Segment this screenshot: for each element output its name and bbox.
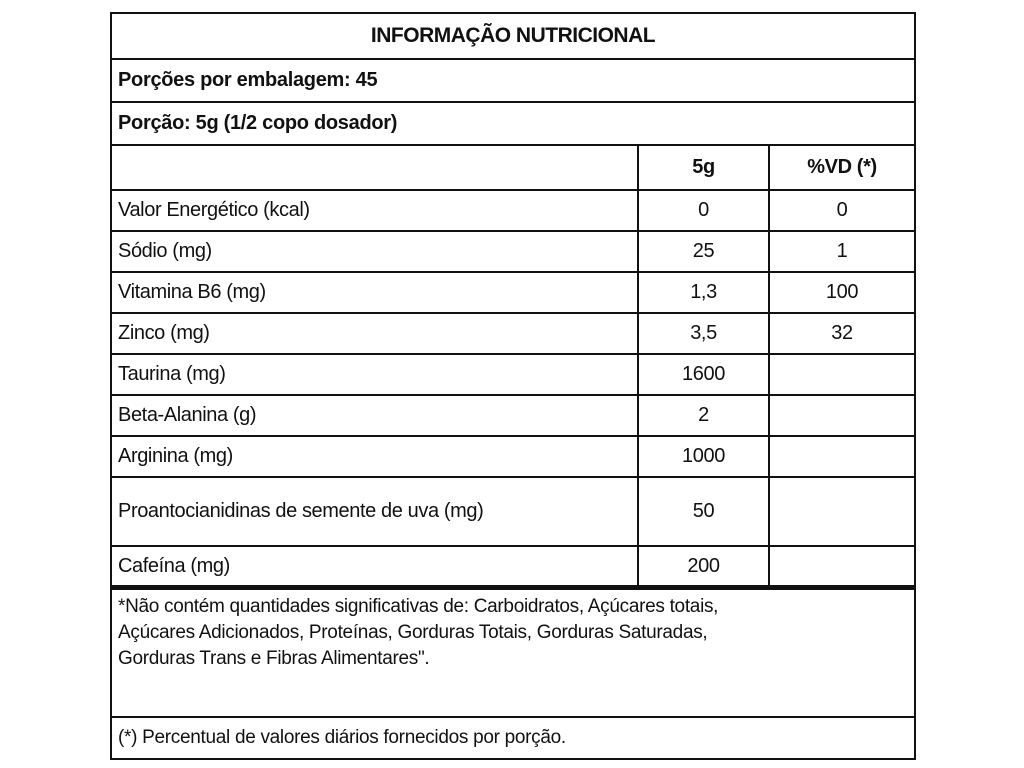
nutrient-daily-value: 32 [768, 314, 914, 353]
serving-size: Porção: 5g (1/2 copo dosador) [112, 103, 914, 146]
nutrient-name: Beta-Alanina (g) [118, 404, 257, 426]
nutrient-daily-value: 1 [768, 232, 914, 271]
column-header-amount: 5g [637, 146, 768, 189]
nutrient-name: Proantocianidinas de semente de uva (mg) [118, 500, 484, 522]
nutrient-amount: 3,5 [637, 314, 768, 353]
table-row [112, 547, 914, 590]
nutrient-daily-value [768, 547, 914, 585]
footnote-line: Gorduras Trans e Fibras Alimentares". [118, 648, 430, 669]
nutrient-daily-value [768, 437, 914, 476]
table-row [112, 437, 914, 478]
nutrient-name: Vitamina B6 (mg) [118, 281, 266, 303]
column-header-nutrient [112, 146, 637, 189]
nutrient-amount: 25 [637, 232, 768, 271]
footnote-line: *Não contém quantidades significativas de: Carboidratos, Açúcares totais, [118, 596, 719, 617]
table-row [112, 273, 914, 314]
nutrient-name: Sódio (mg) [118, 240, 212, 262]
servings-per-package: Porções por embalagem: 45 [112, 60, 914, 103]
nutrient-name: Cafeína (mg) [118, 554, 230, 577]
nutrient-daily-value [768, 478, 914, 545]
nutrient-daily-value [768, 396, 914, 435]
footnote-line: Açúcares Adicionados, Proteínas, Gorduras Totais, Gorduras Saturadas, [118, 622, 708, 643]
table-row [112, 314, 914, 355]
nutrient-amount: 1000 [637, 437, 768, 476]
nutrient-amount: 0 [637, 191, 768, 230]
nutrient-daily-value [768, 355, 914, 394]
nutrient-amount: 1,3 [637, 273, 768, 312]
table-row [112, 232, 914, 273]
nutrient-name: Valor Energético (kcal) [118, 199, 310, 221]
column-header-daily-value: %VD (*) [768, 146, 914, 189]
nutrient-amount: 2 [637, 396, 768, 435]
daily-value-note: (*) Percentual de valores diários fornecidos por porção. [118, 727, 566, 748]
nutrient-amount: 50 [637, 478, 768, 545]
nutrient-name: Taurina (mg) [118, 363, 226, 385]
nutrient-name: Zinco (mg) [118, 322, 210, 344]
table-title: INFORMAÇÃO NUTRICIONAL [112, 14, 914, 60]
nutrition-facts-table [110, 12, 916, 760]
not-significant-footnote [112, 590, 914, 718]
nutrient-name: Arginina (mg) [118, 445, 233, 467]
table-row [112, 191, 914, 232]
nutrient-daily-value: 0 [768, 191, 914, 230]
table-row [112, 396, 914, 437]
nutrient-amount: 1600 [637, 355, 768, 394]
table-row [112, 355, 914, 396]
nutrient-daily-value: 100 [768, 273, 914, 312]
nutrient-amount: 200 [637, 547, 768, 585]
table-row [112, 478, 914, 547]
column-header-row [112, 146, 914, 191]
